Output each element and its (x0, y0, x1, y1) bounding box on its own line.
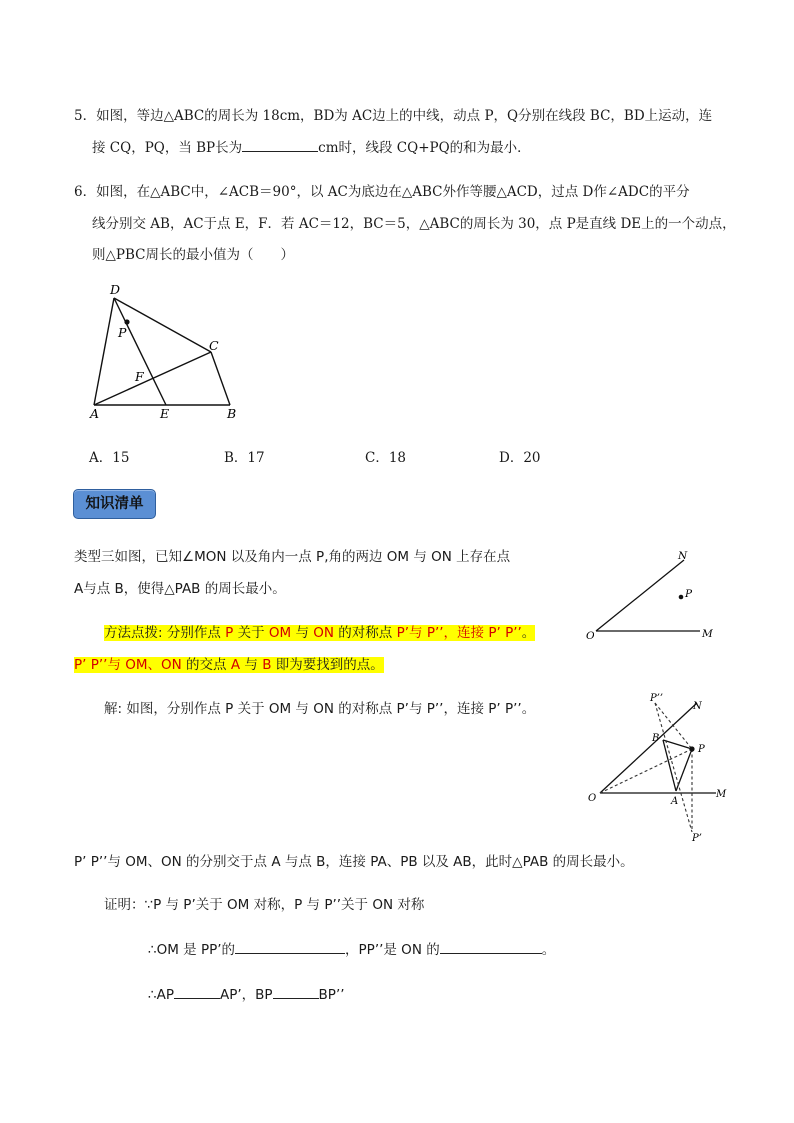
segment-p2-p (655, 703, 692, 749)
point-p (689, 746, 694, 751)
line-cb (211, 352, 230, 405)
proof-blank-1[interactable] (235, 940, 345, 955)
method-part: 与 (291, 625, 314, 641)
method-part: 关于 (233, 625, 269, 641)
segment-ab (663, 740, 676, 791)
segment-p2-p1 (655, 703, 692, 832)
label-p: P (118, 325, 127, 340)
line-ac (94, 352, 211, 405)
proof-line2-mid: ，PP’’是 ON 的 (345, 942, 440, 958)
label-e: E (160, 406, 170, 421)
proof-line3 (148, 983, 345, 1003)
line-de (114, 298, 166, 405)
proof-line3-a: ∴AP (148, 987, 174, 1003)
proof-line2-pre: ∴OM 是 PP’的 (148, 942, 236, 958)
method-part: P’ P’’ (488, 625, 522, 641)
method-part: ON (313, 625, 334, 641)
label-d: D (110, 282, 121, 297)
label-p1: P’ (692, 833, 702, 844)
label-a: A (671, 796, 679, 807)
proof-blank-3[interactable] (174, 985, 220, 1000)
option-c[interactable]: C．18 (365, 450, 407, 466)
label-f: F (135, 369, 144, 384)
solution-line2: P’ P’’与 OM、ON 的分别交于点 A 与点 B，连接 PA、PB 以及 AB，此时△PAB 的周长最小。 (74, 854, 634, 870)
option-a[interactable]: A．15 (89, 450, 130, 466)
method-part: 与 (240, 657, 263, 673)
method-part: A (230, 657, 241, 673)
proof-line3-b: AP’，BP (219, 987, 273, 1003)
option-b[interactable]: B．17 (224, 450, 265, 466)
method-line2 (74, 653, 384, 673)
label-c: C (209, 338, 219, 353)
method-part: P (225, 625, 234, 641)
method-part: B (262, 657, 272, 673)
label-p: P (685, 588, 693, 600)
q5-line2-pre: 接 CQ，PQ，当 BP长为 (92, 140, 243, 156)
method-part: OM、ON (125, 657, 182, 673)
proof-line3-c: BP’’ (318, 987, 345, 1003)
method-line1 (104, 621, 535, 641)
method-part: P’与 (396, 625, 427, 641)
method-part: 的交点 (181, 657, 231, 673)
method-part: P’ P’’与 (74, 657, 126, 673)
ray-on (600, 703, 697, 793)
label-p2: P’’ (650, 693, 664, 704)
angle-figure (578, 546, 718, 646)
label-n: N (678, 550, 688, 562)
label-p: P (698, 744, 705, 755)
label-b: B (652, 733, 660, 744)
q6-line2: 线分别交 AB，AC于点 E，F．若 AC＝12，BC＝5，△ABC的周长为 30，点 P是直线 DE上的一个动点， (92, 216, 736, 232)
q6-line3: 则△PBC周长的最小值为（ ） (92, 247, 294, 263)
method-pre: 方法点拨: 分别作点 (104, 625, 226, 641)
q6-line1: 6．如图，在△ABC中，∠ACB＝90°，以 AC为底边在△ABC外作等腰△ACD，过点 D作∠ADC的平分 (74, 184, 690, 200)
label-n: N (693, 701, 702, 712)
point-p (679, 595, 684, 600)
line-da (94, 298, 114, 405)
proof-blank-2[interactable] (440, 940, 542, 955)
q5-answer-blank[interactable] (242, 138, 318, 153)
method-part: OM (268, 625, 292, 641)
proof-blank-4[interactable] (273, 985, 319, 1000)
type3-line1: 类型三如图，已知∠MON 以及角内一点 P,角的两边 OM 与 ON 上存在点 (74, 549, 511, 565)
point-p (124, 319, 129, 324)
line-dc (114, 298, 211, 352)
q6-figure (80, 278, 250, 428)
method-part: 的对称点 (334, 625, 397, 641)
type3-line2: A与点 B，使得△PAB 的周长最小。 (74, 581, 286, 597)
solution-line1: 解: 如图，分别作点 P 关于 OM 与 ON 的对称点 P’与 P’’，连接 P’ P’’。 (104, 701, 536, 717)
q5-line2 (92, 136, 531, 156)
q5-line2-post: cm时，线段 CQ+PQ的和为最小． (318, 140, 531, 156)
method-part: 。 (521, 625, 536, 641)
proof-line1: 证明：∵P 与 P’关于 OM 对称，P 与 P’’关于 ON 对称 (104, 897, 425, 913)
proof-line2 (148, 938, 555, 958)
method-part: P’’，连接 (426, 625, 489, 641)
ray-on (596, 560, 684, 631)
label-a: A (90, 406, 100, 421)
label-o: O (586, 630, 595, 642)
solution-figure (580, 690, 730, 845)
label-m: M (702, 628, 713, 640)
section-badge: 知识清单 (73, 489, 156, 519)
method-part: 即为要找到的点。 (271, 657, 384, 673)
label-b: B (227, 406, 237, 421)
label-o: O (588, 793, 597, 804)
proof-line2-post: 。 (541, 942, 556, 958)
option-d[interactable]: D．20 (499, 450, 541, 466)
q5-line1: 5．如图，等边△ABC的周长为 18cm，BD为 AC边上的中线，动点 P，Q分别在线段 BC，BD上运动，连 (74, 108, 713, 124)
label-m: M (716, 789, 727, 800)
